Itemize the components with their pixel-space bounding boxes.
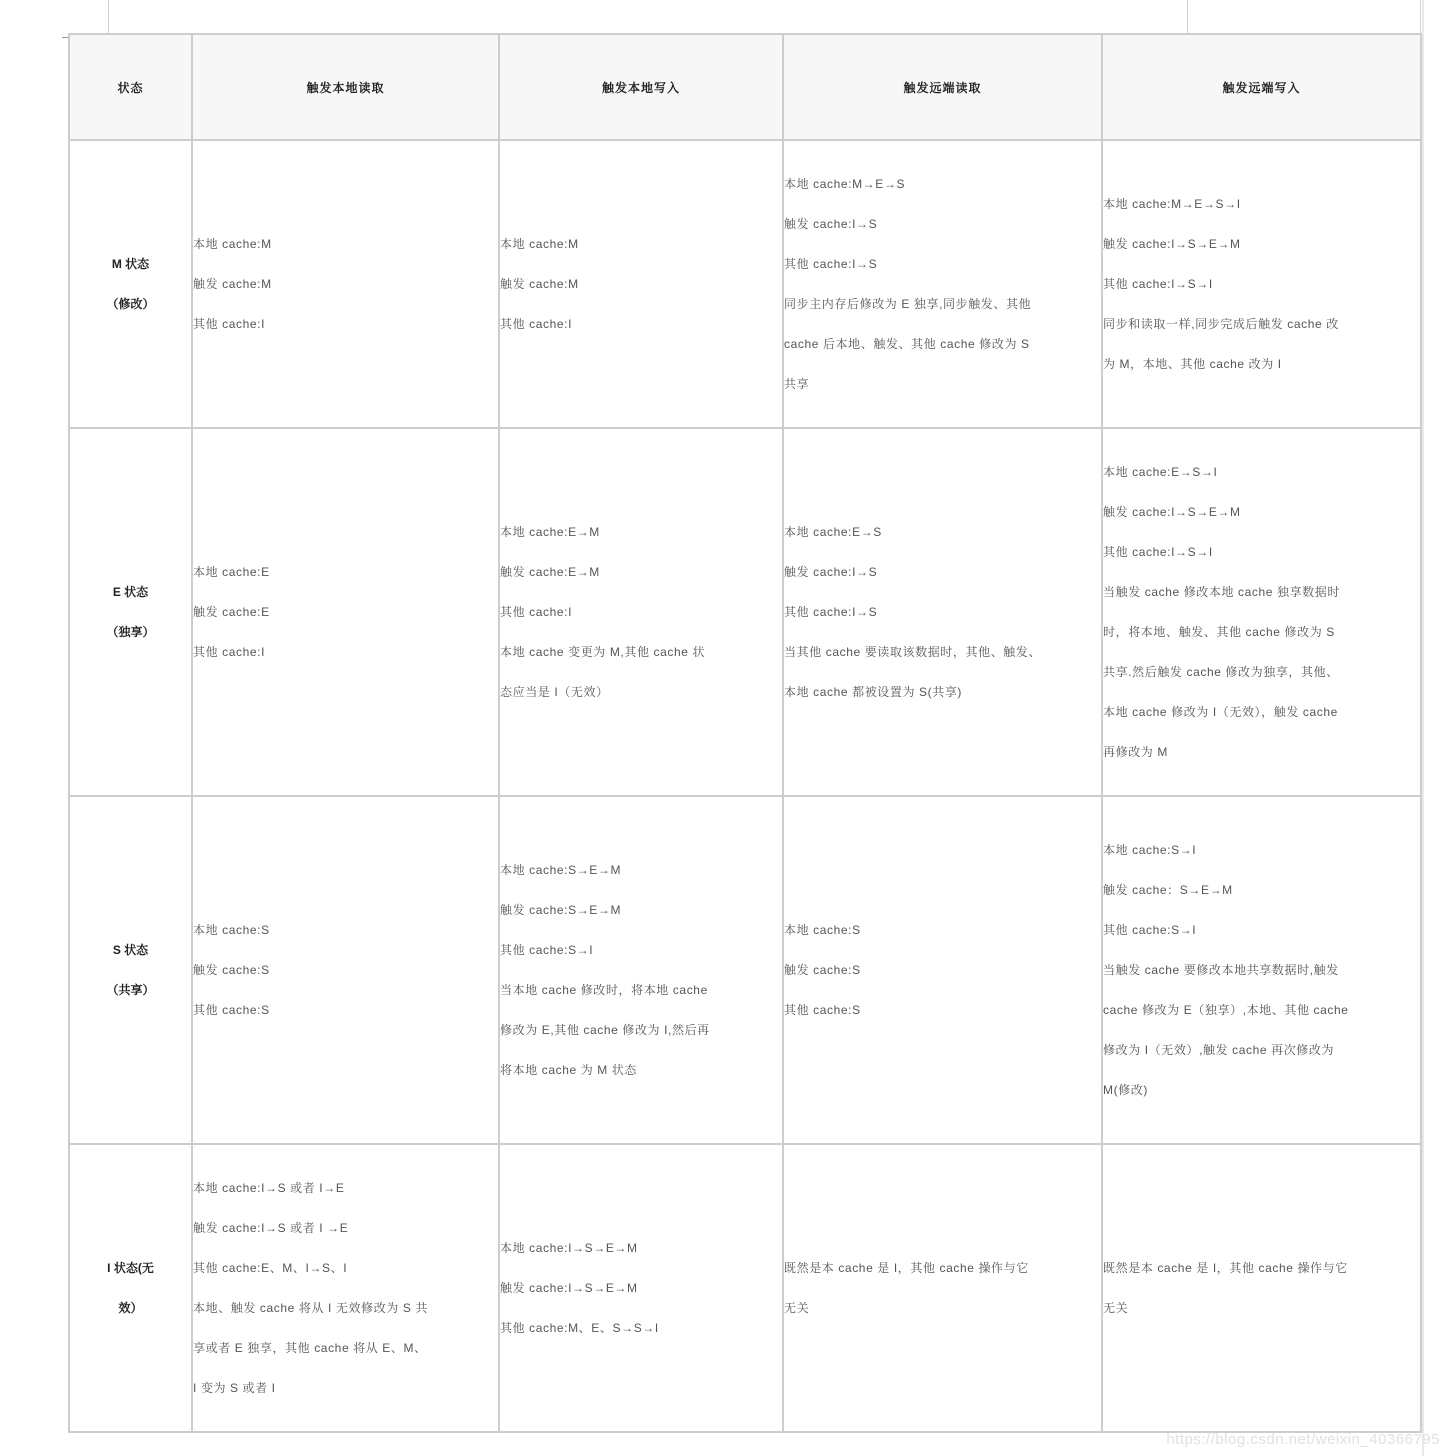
cell-remote-read (783, 140, 1102, 428)
page-rule-far (1420, 0, 1421, 34)
cell-local-write (499, 428, 783, 796)
cell-text-line: 触发 cache：S→E→M (1103, 883, 1233, 897)
cell-text-line: 其他 cache:I→S→I (1103, 277, 1213, 291)
cell-text-line: 同步和读取一样,同步完成后触发 cache 改 (1103, 317, 1339, 331)
cell-text-line: 本地 cache:I→S→E→M (500, 1241, 638, 1255)
cell-text-line: 其他 cache:I (500, 317, 573, 331)
cell-local-read (192, 796, 499, 1144)
cell-text-line: 态应当是 I（无效） (500, 685, 609, 699)
cell-text-line: 本地 cache:M→E→S→I (1103, 197, 1241, 211)
state-label-line: （共享） (106, 983, 155, 997)
cell-text-line: 其他 cache:I (193, 317, 266, 331)
cell-text-line: 本地 cache 都被设置为 S(共享) (784, 685, 963, 699)
cell-text-line: 时，将本地、触发、其他 cache 修改为 S (1103, 625, 1335, 639)
table-row (69, 428, 1421, 796)
state-label-line: I 状态(无 (107, 1261, 154, 1275)
cell-text-line: 触发 cache:I→S (784, 217, 878, 231)
cell-text-line: 同步主内存后修改为 E 独享,同步触发、其他 (784, 297, 1032, 311)
cell-text-line: 触发 cache:M (500, 277, 579, 291)
cell-text-line: 本地 cache:M→E→S (784, 177, 906, 191)
cell-text-line: 其他 cache:I (193, 645, 266, 659)
cell-text-line: 为 M，本地、其他 cache 改为 I (1103, 357, 1282, 371)
cell-text-line: 其他 cache:S→I (500, 943, 594, 957)
page-edge (1422, 0, 1424, 1456)
cell-text-line: 当触发 cache 要修改本地共享数据时,触发 (1103, 963, 1339, 977)
cell-text-line: I 变为 S 或者 I (193, 1381, 276, 1395)
cell-text-line: 共享 (784, 377, 810, 391)
cell-remote-write (1102, 428, 1421, 796)
cell-text-line: 再修改为 M (1103, 745, 1168, 759)
cell-text-line: 其他 cache:I→S (784, 257, 878, 271)
cell-text-line: 其他 cache:I→S (784, 605, 878, 619)
state-label-line: （修改） (106, 297, 155, 311)
cell-text-line: 其他 cache:I→S→I (1103, 545, 1213, 559)
state-cell (69, 428, 192, 796)
cell-text-line: 其他 cache:E、M、I→S、I (193, 1261, 348, 1275)
state-label-line: 效） (118, 1301, 143, 1315)
cell-remote-read (783, 1144, 1102, 1432)
cell-text-line: 触发 cache:E→M (500, 565, 600, 579)
cell-local-write (499, 1144, 783, 1432)
cell-text-line: 其他 cache:M、E、S→S→I (500, 1321, 659, 1335)
cell-text-line: 享或者 E 独享，其他 cache 将从 E、M、 (193, 1341, 427, 1355)
cell-text-line: 本地 cache:E (193, 565, 270, 579)
cell-text-line: 本地 cache:E→M (500, 525, 600, 539)
cell-text-line: 其他 cache:I (500, 605, 573, 619)
watermark: https://blog.csdn.net/weixin_40366795 (1166, 1431, 1440, 1448)
cell-text-line: 当本地 cache 修改时，将本地 cache (500, 983, 708, 997)
state-cell (69, 1144, 192, 1432)
cell-text-line: 其他 cache:S (784, 1003, 861, 1017)
cell-text-line: 本地 cache 变更为 M,其他 cache 状 (500, 645, 706, 659)
cell-text-line: 本地、触发 cache 将从 I 无效修改为 S 共 (193, 1301, 428, 1315)
cell-text-line: 将本地 cache 为 M 状态 (500, 1063, 637, 1077)
cell-text-line: 本地 cache:S→I (1103, 843, 1197, 857)
mesi-state-table (68, 33, 1422, 1433)
page-rule-right (1187, 0, 1188, 34)
state-cell (69, 796, 192, 1144)
cell-remote-write (1102, 140, 1421, 428)
cell-text-line: 本地 cache 修改为 I（无效），触发 cache (1103, 705, 1338, 719)
cell-text-line: 修改为 E,其他 cache 修改为 I,然后再 (500, 1023, 710, 1037)
cell-text-line: 其他 cache:S (193, 1003, 270, 1017)
cell-remote-write (1102, 796, 1421, 1144)
cell-text-line: 本地 cache:S→E→M (500, 863, 622, 877)
cell-text-line: 共享.然后触发 cache 修改为独享，其他、 (1103, 665, 1339, 679)
header-remote-write: 触发远端写入 (1102, 34, 1421, 140)
cell-remote-read (783, 428, 1102, 796)
cell-text-line: 无关 (1103, 1301, 1129, 1315)
cell-remote-read (783, 796, 1102, 1144)
cell-text-line: 本地 cache:E→S (784, 525, 882, 539)
cell-text-line: 本地 cache:S (784, 923, 861, 937)
header-remote-read: 触发远端读取 (783, 34, 1102, 140)
cell-text-line: 当触发 cache 修改本地 cache 独享数据时 (1103, 585, 1340, 599)
cell-text-line: 触发 cache:I→S→E→M (1103, 237, 1241, 251)
cell-local-write (499, 140, 783, 428)
cell-text-line: 触发 cache:I→S→E→M (1103, 505, 1241, 519)
header-local-read: 触发本地读取 (192, 34, 499, 140)
cell-text-line: 修改为 I（无效）,触发 cache 再次修改为 (1103, 1043, 1335, 1057)
cell-text-line: M(修改) (1103, 1083, 1148, 1097)
header-local-write: 触发本地写入 (499, 34, 783, 140)
cell-text-line: 触发 cache:I→S→E→M (500, 1281, 638, 1295)
cell-text-line: 触发 cache:S (784, 963, 861, 977)
cell-text-line: 本地 cache:I→S 或者 I→E (193, 1181, 345, 1195)
cell-text-line: 本地 cache:M (193, 237, 272, 251)
cell-text-line: cache 修改为 E（独享）,本地、其他 cache (1103, 1003, 1349, 1017)
state-label-line: S 状态 (112, 943, 149, 957)
cell-text-line: 当其他 cache 要读取该数据时，其他、触发、 (784, 645, 1042, 659)
page-rule-left (108, 0, 109, 34)
cell-text-line: 触发 cache:I→S (784, 565, 878, 579)
cell-local-read (192, 428, 499, 796)
cell-remote-write (1102, 1144, 1421, 1432)
table-row (69, 140, 1421, 428)
cell-text-line: cache 后本地、触发、其他 cache 修改为 S (784, 337, 1030, 351)
cell-text-line: 无关 (784, 1301, 810, 1315)
cell-text-line: 触发 cache:I→S 或者 I →E (193, 1221, 349, 1235)
cell-local-write (499, 796, 783, 1144)
table-row (69, 1144, 1421, 1432)
state-cell (69, 140, 192, 428)
state-label-line: E 状态 (112, 585, 149, 599)
cell-local-read (192, 1144, 499, 1432)
cell-text-line: 触发 cache:S→E→M (500, 903, 622, 917)
table-row (69, 796, 1421, 1144)
cell-text-line: 触发 cache:M (193, 277, 272, 291)
cell-text-line: 触发 cache:S (193, 963, 270, 977)
header-state: 状态 (69, 34, 192, 140)
state-label-line: M 状态 (111, 257, 150, 271)
header-row (69, 34, 1421, 140)
cell-text-line: 本地 cache:S (193, 923, 270, 937)
cell-text-line: 触发 cache:E (193, 605, 270, 619)
state-label-line: （独享） (106, 625, 155, 639)
cell-text-line: 本地 cache:M (500, 237, 579, 251)
cell-local-read (192, 140, 499, 428)
cell-text-line: 既然是本 cache 是 I，其他 cache 操作与它 (1103, 1261, 1348, 1275)
cell-text-line: 本地 cache:E→S→I (1103, 465, 1218, 479)
cell-text-line: 既然是本 cache 是 I，其他 cache 操作与它 (784, 1261, 1029, 1275)
cell-text-line: 其他 cache:S→I (1103, 923, 1197, 937)
